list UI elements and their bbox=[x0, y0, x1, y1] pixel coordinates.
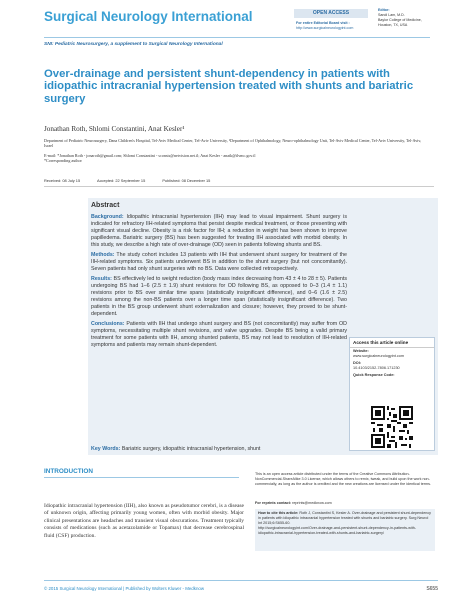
authors: Jonathan Roth, Shlomi Constantini, Anat Kesler¹ bbox=[44, 125, 185, 133]
emails bbox=[44, 153, 434, 164]
access-heading: Access this article online bbox=[350, 338, 434, 348]
open-access-badge: OPEN ACCESS bbox=[294, 9, 368, 18]
editorial-board-url[interactable]: http://www.surgicalneurologyint.com bbox=[296, 25, 354, 30]
corresponding-author: *Corresponding author bbox=[44, 158, 82, 164]
conclusions-text: Patients with IIH that undergo shunt surgery and BS (not concomitantly) may suffer from OD symptoms, necessitating multiple shunt revisions, and valve upgrades. Despite BS being a valid primary treatment for some patients with IIH, among shunted patients, BS may not lead to resolution of IIH-related symptoms and patients may remain shunt-dependent. bbox=[91, 320, 347, 348]
keywords-text: Bariatric surgery, idiopathic intracranial hypertension, shunt bbox=[121, 446, 261, 452]
dates-divider bbox=[44, 186, 434, 187]
published-date: Published: 08 December 15 bbox=[162, 178, 211, 183]
keywords-label: Key Words: bbox=[91, 446, 121, 452]
editorial-board-link[interactable] bbox=[296, 21, 386, 31]
page-number: S655 bbox=[426, 586, 438, 592]
qr-row bbox=[350, 372, 434, 379]
access-online-box bbox=[349, 337, 435, 451]
footer-copyright: © 2015 Surgical Neurology International | Published by Wolters Kluwer - Medknow bbox=[44, 586, 204, 591]
introduction-divider bbox=[44, 477, 239, 478]
reprints-label: For reprints contact: bbox=[255, 501, 292, 505]
doi-value[interactable]: 10.4103/2152-7806.171230 bbox=[353, 366, 400, 370]
editor-info bbox=[378, 8, 448, 28]
article-title: Over-drainage and persistent shunt-dependency in patients with idiopathic intracranial hypertension treated with shunts and bariatric surgery bbox=[44, 68, 414, 105]
page-header bbox=[0, 0, 464, 58]
cite-url[interactable]: http://surgicalneurologyint.com/Over-drainage-and-persistent-shunt-dependency-in-patients-with-idiopathic-intracranial-hypertension-treated-with-shunts-and-bariatric-surgery/ bbox=[258, 526, 417, 535]
abstract-body bbox=[91, 214, 347, 352]
doi-row bbox=[350, 360, 434, 372]
abstract-results bbox=[91, 276, 347, 318]
results-text: BS effectively led to weight reduction (body mass index decreasing from 43 ± 4 to 28 ± 5). Patients undergoing BS had 1–6 (2.5 ± 1.9) shunt revisions for OD following BS, as opposed to 0–3 (1.4 ± 1.1) revisions prior to BS over similar time spans (statistically insignificant difference), and 0–6 (1.6 ± 2.5) revisions among the non-BS patients over a longer time span (statistically insignificant difference). Two patients in the BS group underwent shunt externalization and closure; however, they proved to be shunt-dependent. bbox=[91, 275, 347, 317]
website-label: Website: bbox=[353, 349, 369, 353]
website-row bbox=[350, 348, 434, 360]
doi-label: DOI: bbox=[353, 361, 362, 365]
abstract-conclusions bbox=[91, 321, 347, 349]
page-footer bbox=[44, 586, 438, 591]
methods-text: The study cohort includes 13 patients with IIH that underwent shunt surgery for treatment of the IIH-related symptoms. Six patients underwent BS in addition to the shunt surgery (but not concomitantly). Seven patients had only shunt surgeries with no BS. Data were collected retrospectively. bbox=[91, 251, 347, 273]
abstract-title: Abstract bbox=[91, 202, 120, 209]
background-label: Background: bbox=[91, 214, 124, 220]
editor-city: Houston, TX, USA bbox=[378, 23, 408, 27]
introduction-heading: INTRODUCTION bbox=[44, 468, 93, 475]
qr-code-icon bbox=[371, 406, 413, 448]
email-line: E-mail: *Jonathan Roth - jonaroth@gmail.com; Shlomi Constantini - sconsts@netvision.net.il; Anat Kesler - anatk@tlvmc.gov.il bbox=[44, 153, 256, 158]
accepted-date: Accepted: 22 September 15 bbox=[97, 178, 146, 183]
affiliation: Department of Pediatric Neurosurgery, Dana Children's Hospital, Tel-Aviv Medical Center, Tel-Aviv University, ¹Department of Ophthalmology, Neuro-ophthalmology Unit, Tel-Aviv Medical Center, Tel-Aviv University, Tel-Aviv, Israel bbox=[44, 138, 422, 149]
editor-label: Editor: bbox=[378, 8, 390, 12]
qr-label: Quick Response Code: bbox=[353, 373, 395, 377]
results-label: Results: bbox=[91, 275, 112, 282]
methods-label: Methods: bbox=[91, 251, 115, 258]
supplement-line: SNI: Pediatric Neurosurgery, a supplement to Surgical Neurology International bbox=[44, 42, 223, 47]
introduction-text: Idiopathic intracranial hypertension (IIH), also known as pseudotumor cerebri, is a disease of unknown origin, affecting primarily young women, often with morbid obesity. Major clinical presentations are headaches and transient visual obscurations. Treatment typically consists of medications (such as acetazolamide or Topamax) that decrease cerebrospinal fluid (CSF) production. bbox=[44, 503, 244, 539]
abstract-keywords bbox=[91, 446, 260, 452]
footer-divider bbox=[44, 580, 438, 581]
reprints-email[interactable]: reprints@medknow.com bbox=[292, 501, 332, 505]
conclusions-label: Conclusions: bbox=[91, 320, 125, 327]
abstract-background bbox=[91, 214, 347, 249]
journal-title: Surgical Neurology International bbox=[44, 9, 253, 24]
license-text: This is an open access article distributed under the terms of the Creative Commons Attribution-NonCommercial-ShareAlike 3.0 License, which allows others to remix, tweak, and build upon the work non-commercially, as long as the author is credited and the new creations are licensed under the identical terms. bbox=[255, 472, 431, 487]
article-dates bbox=[44, 178, 226, 183]
cite-text: Roth J, Constantini S, Kesler A. Over-drainage and persistent shunt-dependency in patients with idiopathic intracranial hypertension treated with shunts and bariatric surgery. Surg Neurol Int 2015;6:S655-60. bbox=[258, 511, 432, 525]
editorial-board-label: For entire Editorial Board visit : bbox=[296, 21, 350, 25]
citation-box bbox=[255, 509, 435, 551]
editor-affiliation: Baylor College of Medicine, bbox=[378, 18, 422, 22]
cite-label: How to cite this article: bbox=[258, 511, 299, 515]
abstract-methods bbox=[91, 252, 347, 273]
website-link[interactable]: www.surgicalneurologyint.com bbox=[353, 354, 405, 358]
header-divider bbox=[44, 37, 430, 38]
received-date: Received: 08 July 15 bbox=[44, 178, 81, 183]
editor-name: Sandi Lam, M.D. bbox=[378, 13, 405, 17]
reprints-line bbox=[255, 501, 435, 505]
background-text: Idiopathic intracranial hypertension (IIH) may lead to visual impairment. Shunt surgery is indicated for refractory IIH-related symptoms that persist despite medical treatment, or those presenting with significant visual decline. Obesity is a risk factor for IIH; a reduction in weight has been shown to improve papilledema. Bariatric surgery (BS) has been suggested for treating IIH associated with morbid obesity. In this study, we describe a high rate of over-drainage (OD) seen in patients following shunts and BS. bbox=[91, 214, 347, 249]
